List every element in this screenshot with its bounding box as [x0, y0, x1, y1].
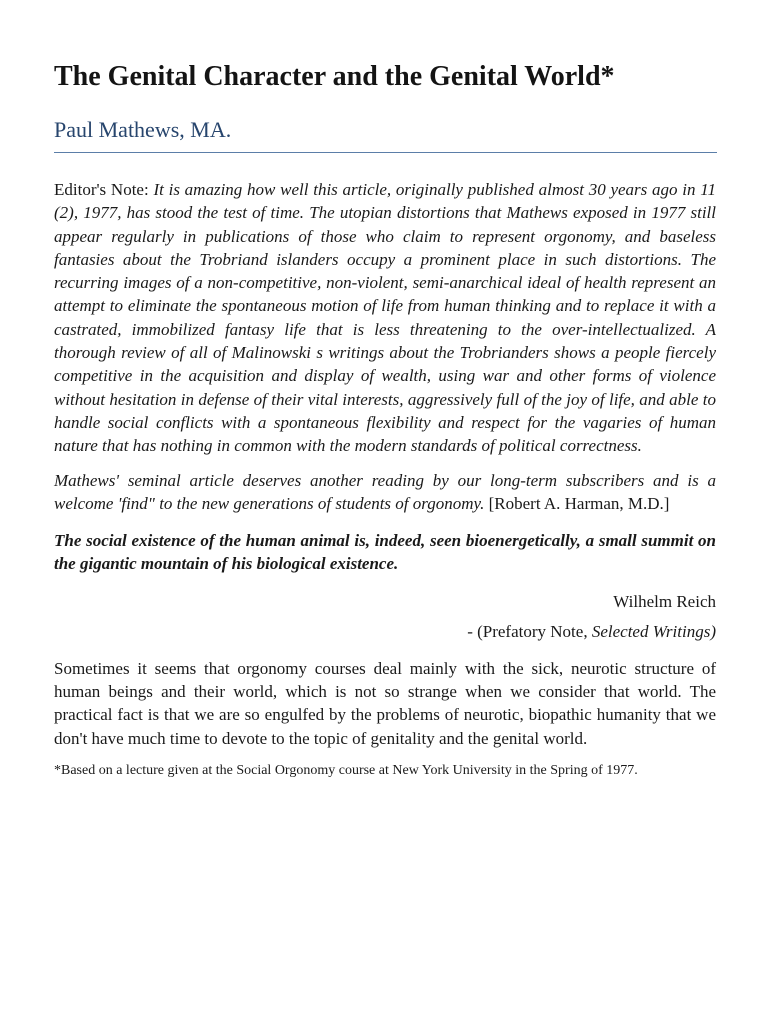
epigraph-source-prefix: - (Prefatory Note,: [467, 621, 592, 641]
epigraph-source-title: Selected Writings): [591, 621, 716, 641]
article-author: Paul Mathews, MA.: [54, 117, 232, 142]
body-paragraph: Sometimes it seems that orgonomy courses deal mainly with the sick, neurotic structure of human beings and their world, which is not so strange when we consider that world. The practical fact is that we are so engulfed by the problems of neurotic, biopathic humanity that we don't have much time to devote to the topic of genitality and the genital world.: [54, 658, 716, 748]
article-body: [54, 178, 716, 781]
editors-note-closing: [54, 469, 716, 516]
editors-note-closing-text: Mathews' seminal article deserves another reading by our long-term subscribers and is a welcome 'find" to the new generations of students of orgonomy.: [54, 470, 716, 513]
editors-note-text: It is amazing how well this article, originally published almost 30 years ago in 11 (2), 1977, has stood the test of time. The utopian distortions that Mathews exposed in 1977 still appear regularly in publications of those who claim to represent orgonomy, and baseless fantasies about the Trobriand islanders occupy a prominent place in such distortions. The recurring images of a non-competitive, non-violent, semi-anarchical ideal of health represent an attempt to eliminate the spontaneous motion of life from human thinking and to replace it with a castrated, immobilized fantasy life that is less threatening to the over-intellectualized. A thorough review of all of Malinowski s writings about the Trobrianders shows a people fiercely competitive in the acquisition and display of wealth, using war and other forms of violence without hesitation in defense of their vital interests, aggressively full of the joy of life, and able to handle social conflicts with a spontaneous flexibility and respect for the vagaries of human nature that has nothing in common with the modern standards of political correctness.: [54, 180, 716, 456]
title-divider: [54, 152, 717, 153]
editors-note-label: Editor's Note:: [54, 180, 154, 199]
article-title: The Genital Character and the Genital World*: [54, 61, 615, 92]
footnote: *Based on a lecture given at the Social Orgonomy course at New York University in the Spring of 1977.: [54, 762, 638, 778]
editors-note-signature: [Robert A. Harman, M.D.]: [484, 493, 670, 513]
epigraph-quote: The social existence of the human animal is, indeed, seen bioenergetically, a small summit on the gigantic mountain of his biological existence.: [54, 531, 716, 574]
editors-note: [54, 178, 716, 458]
epigraph-source: [54, 620, 716, 643]
epigraph-author: Wilhelm Reich: [613, 591, 716, 611]
